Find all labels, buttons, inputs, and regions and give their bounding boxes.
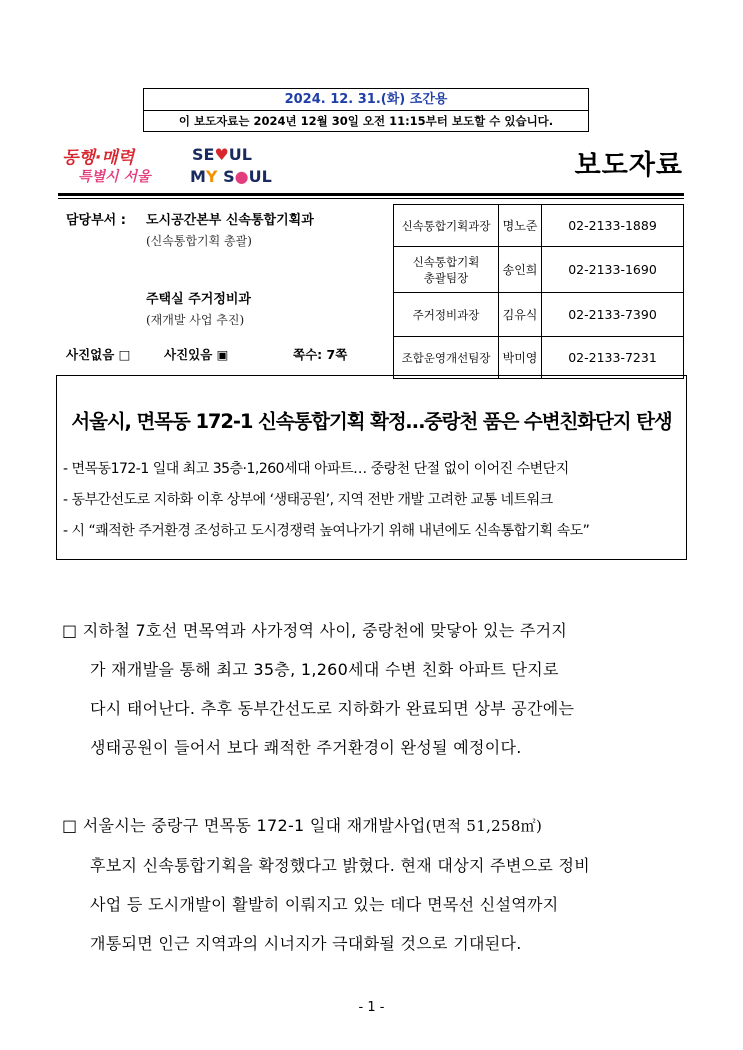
header-rule-thin [58, 198, 684, 199]
logo-text-top: 동행·매력 [62, 148, 135, 168]
logo-seoul-top: SE♥UL [192, 145, 252, 164]
department-1-sub: (신속통합기획 총괄) [146, 234, 252, 248]
body-paragraph-2 [62, 806, 692, 963]
header-rule-thick [58, 193, 684, 196]
contact-name: 명노준 [499, 205, 542, 247]
department-1-name: 도시공간본부 신속통합기획과 [146, 213, 314, 228]
paragraph-line: 다시 태어난다. 추후 동부간선도로 지하화가 완료되면 상부 공간에는 [90, 699, 575, 718]
contact-phone: 02-2133-1889 [542, 205, 684, 247]
body-paragraph-1 [62, 611, 692, 767]
contact-row [394, 337, 684, 379]
page-number: - 1 - [358, 1000, 385, 1015]
contact-role-line1: 신속통합기획 [412, 254, 480, 269]
contact-phone: 02-2133-7231 [542, 337, 684, 379]
contact-role [394, 247, 499, 293]
contact-role: 조합운영개선팀장 [394, 337, 499, 379]
headline-box [56, 375, 687, 560]
embargo-date: 2024. 12. 31.(화) 조간용 [144, 89, 588, 111]
photo-exists-checkbox: 사진있음 ▣ [164, 347, 229, 362]
department-2-sub: (재개발 사업 추진) [146, 313, 245, 327]
photo-none-checkbox: 사진없음 □ [66, 347, 131, 362]
dongbaek-logo [60, 143, 172, 185]
department-label: 담당부서 : [66, 213, 126, 228]
contact-row [394, 293, 684, 337]
page-count: 쪽수: 7쪽 [293, 347, 348, 362]
contact-role-line2: 총괄팀장 [423, 270, 469, 285]
paragraph-line [62, 806, 692, 846]
contact-name: 김유식 [499, 293, 542, 337]
logo-text-bottom: 특별시 서울 [78, 169, 151, 185]
contact-row [394, 205, 684, 247]
contact-phone: 02-2133-1690 [542, 247, 684, 293]
paragraph-line: 후보지 신속통합기획을 확정했다고 밝혔다. 현재 대상지 주변으로 정비 [90, 856, 591, 875]
contact-role: 주거정비과장 [394, 293, 499, 337]
contacts-table [393, 204, 684, 379]
subhead-1: - 면목동172-1 일대 최고 35층·1,260세대 아파트… 중랑천 단절 없이 이어진 수변단지 [63, 461, 569, 477]
embargo-box [143, 88, 589, 132]
department-2-name: 주택실 주거정비과 [146, 292, 251, 307]
seoul-my-soul-logo [190, 140, 272, 188]
subhead-3: - 시 “쾌적한 주거환경 조성하고 도시경쟁력 높여나가기 위해 내년에도 신속통합기획 속도” [63, 523, 590, 539]
paragraph-line-main: □ 서울시는 중랑구 면목동 172-1 일대 재개발사업 [62, 816, 426, 835]
paragraph-line: 생태공원이 들어서 보다 쾌적한 주거환경이 완성될 예정이다. [90, 738, 522, 757]
contact-role: 신속통합기획과장 [394, 205, 499, 247]
subhead-2: - 동부간선도로 지하화 이후 상부에 ‘생태공원’, 지역 전반 개발 고려한 교통 네트워크 [63, 492, 553, 508]
paragraph-line: 사업 등 도시개발이 활발히 이뤄지고 있는 데다 면목선 신설역까지 [90, 895, 559, 914]
embargo-note: 이 보도자료는 2024년 12월 30일 오전 11:15부터 보도할 수 있습니다. [178, 114, 554, 128]
paragraph-line: □ 지하철 7호선 면목역과 사가정역 사이, 중랑천에 맞닿아 있는 주거지 [62, 621, 568, 640]
contact-name: 박미영 [499, 337, 542, 379]
contact-row [394, 247, 684, 293]
paragraph-line: 가 재개발을 통해 최고 35층, 1,260세대 수변 친화 아파트 단지로 [90, 660, 559, 679]
contact-phone: 02-2133-7390 [542, 293, 684, 337]
area-note: (면적 51,258㎡) [425, 817, 543, 835]
press-release-title: 보도자료 [574, 150, 683, 181]
headline: 서울시, 면목동 172-1 신속통합기획 확정…중랑천 품은 수변친화단지 탄생 [71, 410, 672, 433]
contact-name: 송인희 [499, 247, 542, 293]
logo-seoul-bottom: MY S●UL [190, 167, 272, 186]
paragraph-line: 개통되면 인근 지역과의 시너지가 극대화될 것으로 기대된다. [90, 934, 522, 953]
